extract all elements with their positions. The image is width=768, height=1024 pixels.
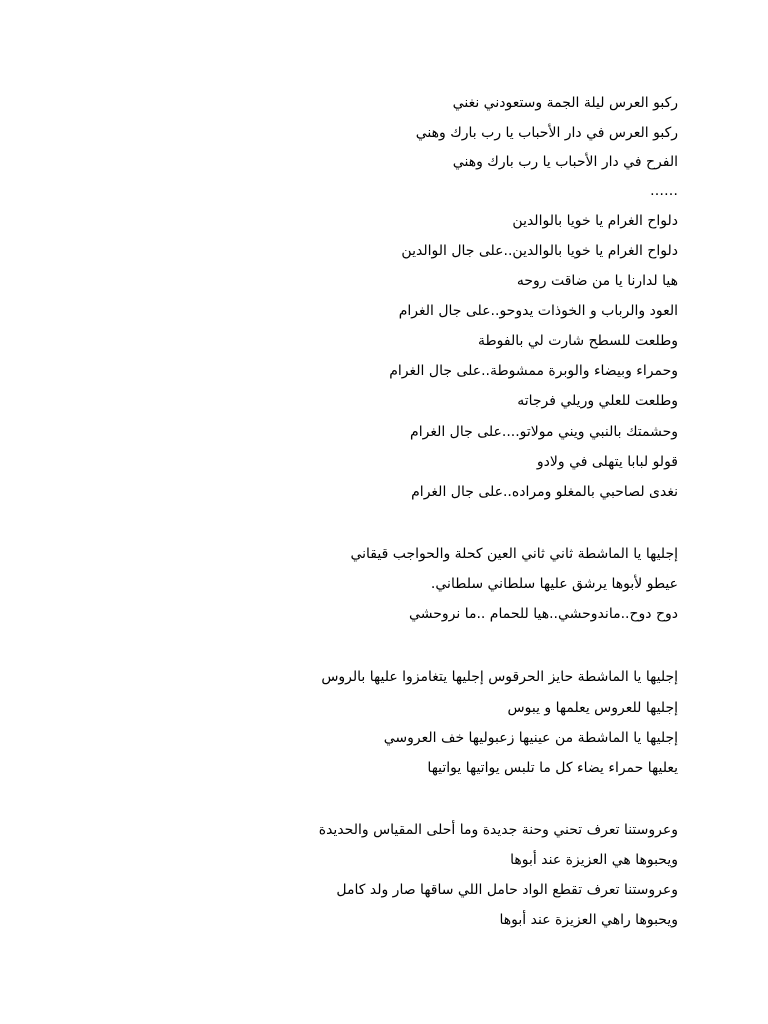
- text-line: ركبو العرس في دار الأحباب يا رب بارك وهني: [415, 125, 678, 141]
- text-line: قولو لبابا يتهلى في ولادو: [536, 454, 678, 470]
- text-line: وطلعت للعلي وريلي فرجاته: [517, 393, 678, 409]
- text-line: وعروستنا تعرف تحني وحنة جديدة وما أحلى المقياس والحديدة: [318, 822, 678, 838]
- text-line: دلواح الغرام يا خويا بالوالدين..على جال الوالدين: [401, 243, 678, 259]
- text-line: هيا لدارنا يا من ضاقت روحه: [516, 273, 678, 289]
- text-line: إجليها للعروس يعلمها و يبوس: [507, 700, 678, 716]
- text-line: ……: [650, 183, 678, 199]
- text-line: إجليها يا الماشطة ثاني ثاني العين كحلة والحواجب قيقاني: [350, 546, 678, 562]
- text-line: ويحبوها هي العزيزة عند أبوها: [510, 852, 678, 868]
- text-line: دلواح الغرام يا خويا بالوالدين: [512, 213, 678, 229]
- text-line: نغدى لصاحبي بالمغلو ومراده..على جال الغرام: [411, 484, 678, 500]
- text-line: وطلعت للسطح شارت لي بالفوطة: [477, 333, 678, 349]
- text-line: إجليها يا الماشطة من عينيها زعبوليها خف العروسي: [383, 730, 678, 746]
- text-line: يعليها حمراء يضاء كل ما تلبس يواتيها يواتيها: [427, 760, 678, 776]
- text-line: إجليها يا الماشطة حايز الحرقوس إجليها يتغامزوا عليها بالروس: [321, 669, 678, 685]
- text-line: عيطو لأبوها يرشق عليها سلطاني سلطاني.: [430, 576, 678, 592]
- text-line: وحمراء وبيضاء والوبرة ممشوطة..على جال الغرام: [389, 363, 678, 379]
- text-line: ركبو العرس ليلة الجمة وستعودني نغني: [452, 95, 678, 111]
- text-line: وحشمتك بالنبي ويني مولاتو....على جال الغرام: [410, 424, 678, 440]
- text-line: دوح دوح..ماندوحشي..هيا للحمام ..ما نروحشي: [409, 606, 678, 622]
- text-line: العود والرباب و الخوذات يدوحو..على جال الغرام: [398, 303, 678, 319]
- text-line: ويحبوها راهي العزيزة عند أبوها: [499, 912, 678, 928]
- text-line: الفرح في دار الأحباب يا رب بارك وهني: [452, 154, 678, 170]
- text-line: وعروستنا تعرف تقطع الواد حامل اللي ساقها صار ولد كامل: [336, 882, 678, 898]
